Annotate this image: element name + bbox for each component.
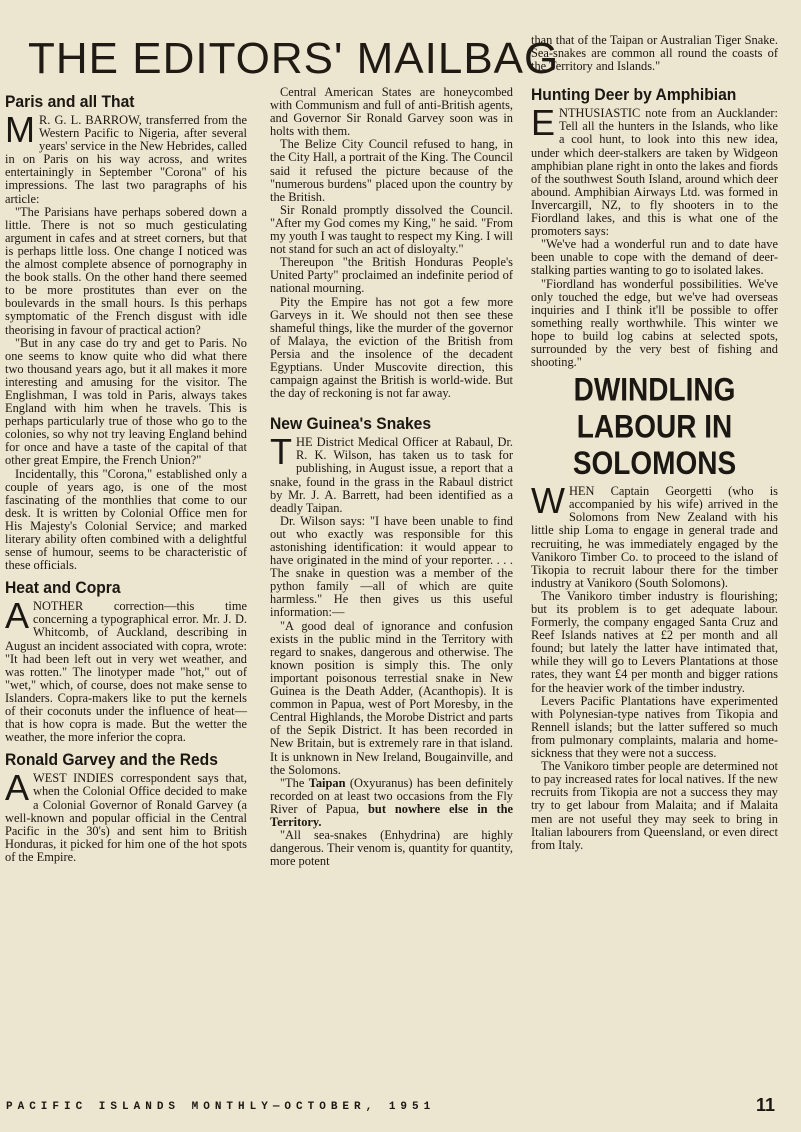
paragraph: ANOTHER correction—this time concerning a typographical error. Mr. J. D. Whitcomb, of Auckland, describing in August an incident associated with copra, wrote: "It had been left out in very wet weather, and was rotten." The linotyper made "hot," out of "wet," which, of course, does not make sense to Islanders. Copra-makers like to put the kernels of their coconuts under the influence of heat—that is how copra is made. But the wetter the weather, the more inferior the copra. bbox=[5, 595, 247, 745]
drop-cap: A bbox=[5, 595, 30, 637]
paragraph: AWEST INDIES correspondent says that, when the Colonial Office decided to make a Colonial Governor of Ronald Garvey (a well-known and popular official in the Central Pacific in the 30's) and sent him to British Honduras, it picked for him one of the hot spots of the Empire. bbox=[5, 767, 247, 864]
paragraph: "But in any case do try and get to Paris. No one seems to know quite who did what there two thousand years ago, but it all makes it more interesting and amusing for the visitor. The Englishman, I was told in Paris, always takes England with him when he travels. This is perhaps particularly true of those who go to the colonies, so why not try leaving England behind for once and have a taste of the capital of that other great Empire, the French Union?" bbox=[5, 335, 247, 468]
paragraph: WHEN Captain Georgetti (who is accompanied by his wife) arrived in the Solomons from New Zealand with his little ship Loma to engage in general trade and recruiting, he was immediately engaged by the Vanikoro Timber Co. to proceed to the island of Tikopia to recruit labour there for the timber industry at Vanikoro (South Solomons). bbox=[531, 480, 778, 590]
paragraph: The Vanikoro timber people are determined not to pay increased rates for local natives. If the new recruits from Tikopia are not a success they may try to get labour from Malaita; and if Malaita men are not useful they may seek to bring in Italian labourers from Queensland, or even direct from Italy. bbox=[531, 759, 778, 852]
paragraph: Levers Pacific Plantations have experimented with Polynesian-type natives from Tikopia and Rennell islands; but the latter suffered so much from pulmonary complaints, malaria and home-sickness that they were not a success. bbox=[531, 693, 778, 761]
paragraph: "The Taipan (Oxyuranus) has been definitely recorded on at least two occasions from the Fly River of Papua, but nowhere else in the Territory. bbox=[270, 775, 514, 829]
paragraph: than that of the Taipan or Australian Tiger Snake. Sea-snakes are common all round the coasts of the Territory and Islands." bbox=[531, 33, 778, 74]
paragraph: Central American States are honeycombed with Communism and full of anti-British agents, and Governor Sir Ronald Garvey soon was in holts with them. bbox=[270, 85, 513, 139]
page-number: 11 bbox=[756, 1095, 776, 1115]
bold-phrase: but nowhere else in the Territory. bbox=[270, 801, 513, 829]
paragraph: THE District Medical Officer at Rabaul, Dr. R. K. Wilson, has taken us to task for publishing, in August issue, a report that a snake, found in the grass in the Rabaul district by Mr. J. A. Barrett, had been identified as a deadly Taipan. bbox=[270, 431, 513, 515]
paragraph: Incidentally, this "Corona," established only a couple of years ago, is one of the most fascinating of the monthlies that come to our desk. It is written by Colonial Office men for His Majesty's Colonial Service; and marked literary ability often combined with a delightful sense of humour, seems to be characteristic of these officials. bbox=[5, 466, 247, 573]
paragraph: Sir Ronald promptly dissolved the Council. "After my God comes my King," he said. "From my youth I was taught to respect my King. I will not stand for such an act of disloyalty." bbox=[270, 202, 513, 257]
paragraph: "Fiordland has wonderful possibilities. We've only touched the edge, but we've had overseas inquiries and I think it'll be possible to offer something really worthwhile. This winter we hope to build log cabins at selected spots, surrounded by the very best of fishing and shooting." bbox=[531, 276, 778, 370]
heading-garvey: Ronald Garvey and the Reds bbox=[5, 750, 218, 770]
paragraph: The Vanikoro timber industry is flourishing; but its problem is to get adequate labour. Formerly, the company engaged Santa Cruz and Reef Islands natives at £2 per month and all found; but lately the latter have intimated that, while they will go to Levers Plantations at those rates, they want £4 per month and bigger rations for the heavier work of the timber industry. bbox=[531, 588, 778, 695]
drop-cap: M bbox=[5, 109, 35, 150]
paragraph: Pity the Empire has not got a few more Garveys in it. We should not then see these shameful things, like the murder of the governor of Malaya, the eviction of the British from Persia and the insolence of the decadent Egyptians. Under Muscovite direction, this campaign against the British is world-wide. But the day of reckoning is not far away. bbox=[270, 294, 513, 401]
paragraph: Dr. Wilson says: "I have been unable to find out who exactly was responsible for this astonishing identification: it would appear to have originated in the mind of your reporter. . . . The snake in question was a member of the python family —all of which are quite harmless." He then gives us this useful information:— bbox=[270, 513, 513, 620]
column-3 bbox=[531, 34, 778, 852]
paragraph: ENTHUSIASTIC note from an Aucklander: Tell all the hunters in the Islands, who like a cool hunt, to look into this new idea, under which deer-stalkers are taken by Widgeon amphibian plane right in onto the lakes and fiords of the southwest South Island, around which deer abound. Amphibian Airways Ltd. was formed in Invercargill, NZ, to fly shooters in to the Fiordland lakes, and this is what one of the promoters says: bbox=[531, 102, 778, 239]
paragraph: Thereupon "the British Honduras People's United Party" proclaimed an indefinite period of national mourning. bbox=[270, 255, 513, 296]
heading-labour: DWINDLING LABOUR IN SOLOMONS bbox=[572, 371, 737, 482]
heading-snakes: New Guinea's Snakes bbox=[270, 414, 432, 434]
footer-line: PACIFIC ISLANDS MONTHLY—OCTOBER, 1951 bbox=[6, 1101, 436, 1113]
page-title: THE EDITORS' MAILBAG bbox=[28, 34, 560, 83]
bold-term: Taipan bbox=[308, 775, 346, 790]
paragraph: "We've had a wonderful run and to date have been unable to cope with the demand of deer-stalking parties wanting to go to isolated lakes. bbox=[531, 237, 778, 278]
paragraph: The Belize City Council refused to hang, in the City Hall, a portrait of the King. The Council said it refused the picture because of the "numerous burdens" placed upon the country by the British. bbox=[270, 137, 513, 204]
paragraph: M R. G. L. BARROW, transferred from the Western Pacific to Nigeria, after several years' service in the New Hebrides, called in on Paris on his way across, and writes entertainingly in September "Corona" of his impressions. The last two paragraphs of his article: bbox=[5, 109, 247, 206]
heading-paris: Paris and all That bbox=[5, 92, 135, 111]
drop-cap: A bbox=[5, 767, 30, 809]
paragraph: "A good deal of ignorance and confusion exists in the public mind in the Territory with regard to snakes, dangerous and otherwise. The known position is simply this. The only important poisonous terrestial snake in New Guinea is the Death Adder, (Acanthopis). It is common in Papua, west of Port Moresby, in the Central Highlands, the Morobe District and parts of the Sepik District. It has been recorded in New Britain, but is extremely rare in that island. It is unknown in New Ireland, Bougainville, and the Solomons. bbox=[270, 618, 513, 777]
heading-copra: Heat and Copra bbox=[5, 578, 121, 598]
paragraph: "All sea-snakes (Enhydrina) are highly dangerous. Their venom is, quantity for quantity, more potent bbox=[270, 828, 513, 869]
drop-cap: E bbox=[531, 102, 556, 144]
drop-cap: T bbox=[270, 431, 292, 473]
column-2 bbox=[270, 86, 513, 868]
drop-cap: W bbox=[531, 480, 565, 522]
column-1 bbox=[5, 86, 247, 864]
heading-deer: Hunting Deer by Amphibian bbox=[531, 85, 737, 105]
paragraph: "The Parisians have perhaps sobered down a little. There is not so much gesticulating argument in cafes and at street corners, but that is perhaps little loss. One change I noticed was the almost complete absence of pornography in the book stalls. On the other hand there seemed to be more prostitutes than ever on the boulevards in the small hours. Is this perhaps symptomatic of the French disgust with idle theorising in favour of practical action? bbox=[5, 204, 247, 337]
